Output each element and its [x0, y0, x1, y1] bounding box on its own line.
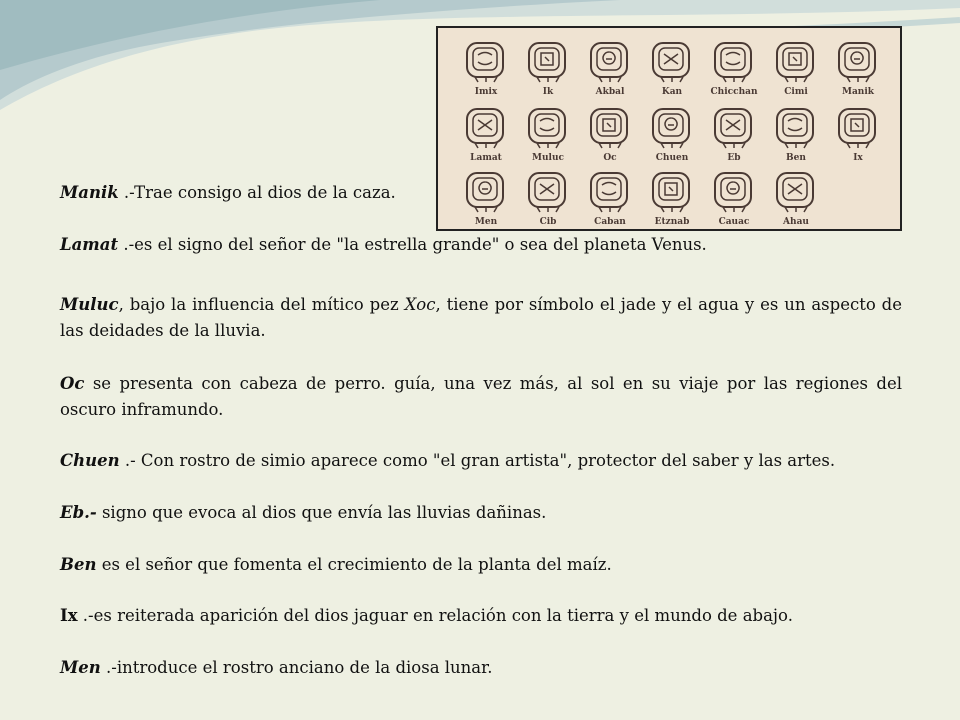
- glyph-icon: [588, 40, 632, 84]
- glyph-icon: [712, 40, 756, 84]
- glyph-akbal: [580, 40, 640, 108]
- day-name-lamat: Lamat: [60, 235, 119, 254]
- paragraph-text: se presenta con cabeza de perro. guía, una vez más, al sol en su viaje por las regiones del oscuro inframundo.: [60, 374, 902, 419]
- paragraph-text: , bajo la influencia del mítico pez: [118, 295, 405, 314]
- paragraph-manik: [60, 180, 902, 206]
- day-name-muluc: Muluc: [60, 295, 119, 314]
- glyph-label: Ben: [786, 153, 806, 163]
- glyph-manik: [828, 40, 888, 108]
- glyph-muluc: [518, 106, 578, 174]
- paragraph-muluc: [60, 292, 902, 344]
- glyph-icon: [774, 106, 818, 150]
- day-name-ix: Ix: [60, 606, 78, 625]
- glyph-kan: [642, 40, 702, 108]
- fish-name-xoc: Xoc: [404, 295, 436, 314]
- paragraph-eb: [60, 500, 902, 526]
- glyph-icon: [464, 106, 508, 150]
- glyph-label: Cib: [539, 217, 557, 227]
- glyph-icon: [836, 106, 880, 150]
- day-name-men: Men: [60, 658, 101, 677]
- paragraph-ben: [60, 552, 902, 578]
- glyph-icon: [588, 106, 632, 150]
- glyph-label: Caban: [594, 217, 626, 227]
- day-name-manik: Manik: [60, 183, 119, 202]
- glyph-eb: [704, 106, 764, 174]
- glyph-label: Akbal: [595, 87, 625, 97]
- glyph-oc: [580, 106, 640, 174]
- paragraph-text: es el señor que fomenta el crecimiento de la planta del maíz.: [96, 555, 612, 574]
- glyph-icon: [526, 40, 570, 84]
- glyph-icon: [650, 40, 694, 84]
- day-name-oc: Oc: [60, 374, 85, 393]
- paragraph-text: .-es reiterada aparición del dios jaguar en relación con la tierra y el mundo de abajo.: [77, 606, 793, 625]
- day-name-eb: Eb.-: [60, 503, 97, 522]
- day-name-chuen: Chuen: [60, 451, 120, 470]
- glyph-label: Etznab: [654, 217, 690, 227]
- paragraph-text: signo que evoca al dios que envía las lluvias dañinas.: [96, 503, 547, 522]
- glyph-label: Ix: [853, 153, 863, 163]
- paragraph-text: .-introduce el rostro anciano de la diosa lunar.: [100, 658, 493, 677]
- paragraph-text: .-es el signo del señor de "la estrella grande" o sea del planeta Venus.: [118, 235, 707, 254]
- paragraph-oc: [60, 371, 902, 423]
- paragraph-text: .- Con rostro de simio aparece como "el gran artista", protector del saber y las artes.: [119, 451, 836, 470]
- glyph-ben: [766, 106, 826, 174]
- paragraph-text: , tiene por símbolo el jade y el agua y es un aspecto de las deidades de la lluvia.: [60, 295, 903, 340]
- glyph-label: Imix: [474, 87, 498, 97]
- glyph-chuen: [642, 106, 702, 174]
- glyph-label: Oc: [603, 153, 617, 163]
- glyph-label: Ahau: [783, 217, 809, 227]
- glyph-lamat: [456, 106, 516, 174]
- glyph-icon: [836, 40, 880, 84]
- glyph-label: Chuen: [655, 153, 689, 163]
- paragraph-men: [60, 655, 902, 681]
- glyph-label: Eb: [727, 153, 741, 163]
- glyph-label: Ik: [542, 87, 554, 97]
- paragraph-text: .-Trae consigo al dios de la caza.: [118, 183, 396, 202]
- glyph-ik: [518, 40, 578, 108]
- glyph-label: Manik: [842, 87, 874, 97]
- paragraph-ix: [60, 603, 902, 629]
- glyph-icon: [526, 106, 570, 150]
- glyph-icon: [464, 40, 508, 84]
- glyph-label: Lamat: [470, 153, 502, 163]
- glyph-label: Cimi: [784, 87, 808, 97]
- glyph-label: Muluc: [532, 153, 564, 163]
- glyph-label: Chicchan: [710, 87, 758, 97]
- glyph-icon: [774, 40, 818, 84]
- paragraph-chuen: [60, 448, 902, 474]
- paragraph-lamat: [60, 232, 902, 258]
- glyph-chicchan: [704, 40, 764, 108]
- glyph-label: Men: [474, 217, 498, 227]
- glyph-label: Cauac: [718, 217, 750, 227]
- glyph-icon: [712, 106, 756, 150]
- glyph-icon: [650, 106, 694, 150]
- glyph-ix: [828, 106, 888, 174]
- glyph-label: Kan: [661, 87, 683, 97]
- glyph-imix: [456, 40, 516, 108]
- glyph-cimi: [766, 40, 826, 108]
- day-name-ben: Ben: [60, 555, 97, 574]
